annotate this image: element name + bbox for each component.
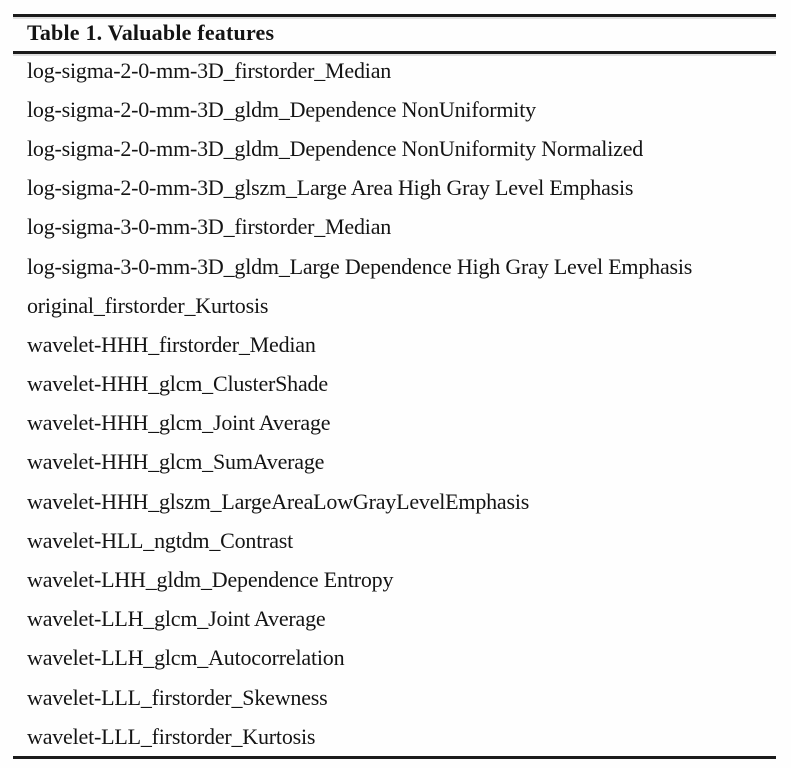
table-title: Table 1. Valuable features — [27, 20, 275, 45]
table-row: wavelet-LLH_glcm_Joint Average — [27, 606, 326, 632]
table-row: wavelet-LHH_gldm_Dependence Entropy — [27, 567, 394, 593]
table-row: log-sigma-2-0-mm-3D_gldm_Dependence NonUniformity — [27, 96, 536, 122]
table-row: wavelet-HHH_glcm_ClusterShade — [27, 371, 328, 397]
table-row: original_firstorder_Kurtosis — [27, 292, 269, 318]
table-row: wavelet-HLL_ngtdm_Contrast — [27, 527, 294, 553]
table-row: wavelet-HHH_firstorder_Median — [27, 331, 316, 357]
table-bottom-rule — [13, 756, 776, 759]
table-row: log-sigma-2-0-mm-3D_glszm_Large Area High Gray Level Emphasis — [27, 175, 634, 201]
table-row: wavelet-HHH_glcm_SumAverage — [27, 449, 325, 475]
table-row: wavelet-LLL_firstorder_Kurtosis — [27, 723, 316, 749]
table-row: log-sigma-2-0-mm-3D_gldm_Dependence NonUniformity Normalized — [27, 135, 644, 161]
table-row: wavelet-HHH_glszm_LargeAreaLowGrayLevelEmphasis — [27, 488, 530, 514]
table-row: wavelet-HHH_glcm_Joint Average — [27, 410, 331, 436]
table-row: log-sigma-2-0-mm-3D_firstorder_Median — [27, 57, 392, 83]
table-row: wavelet-LLL_firstorder_Skewness — [27, 684, 328, 710]
table-row: wavelet-LLH_glcm_Autocorrelation — [27, 645, 345, 671]
table-row: log-sigma-3-0-mm-3D_gldm_Large Dependence High Gray Level Emphasis — [27, 253, 693, 279]
table-row: log-sigma-3-0-mm-3D_firstorder_Median — [27, 214, 392, 240]
feature-list — [27, 51, 781, 756]
